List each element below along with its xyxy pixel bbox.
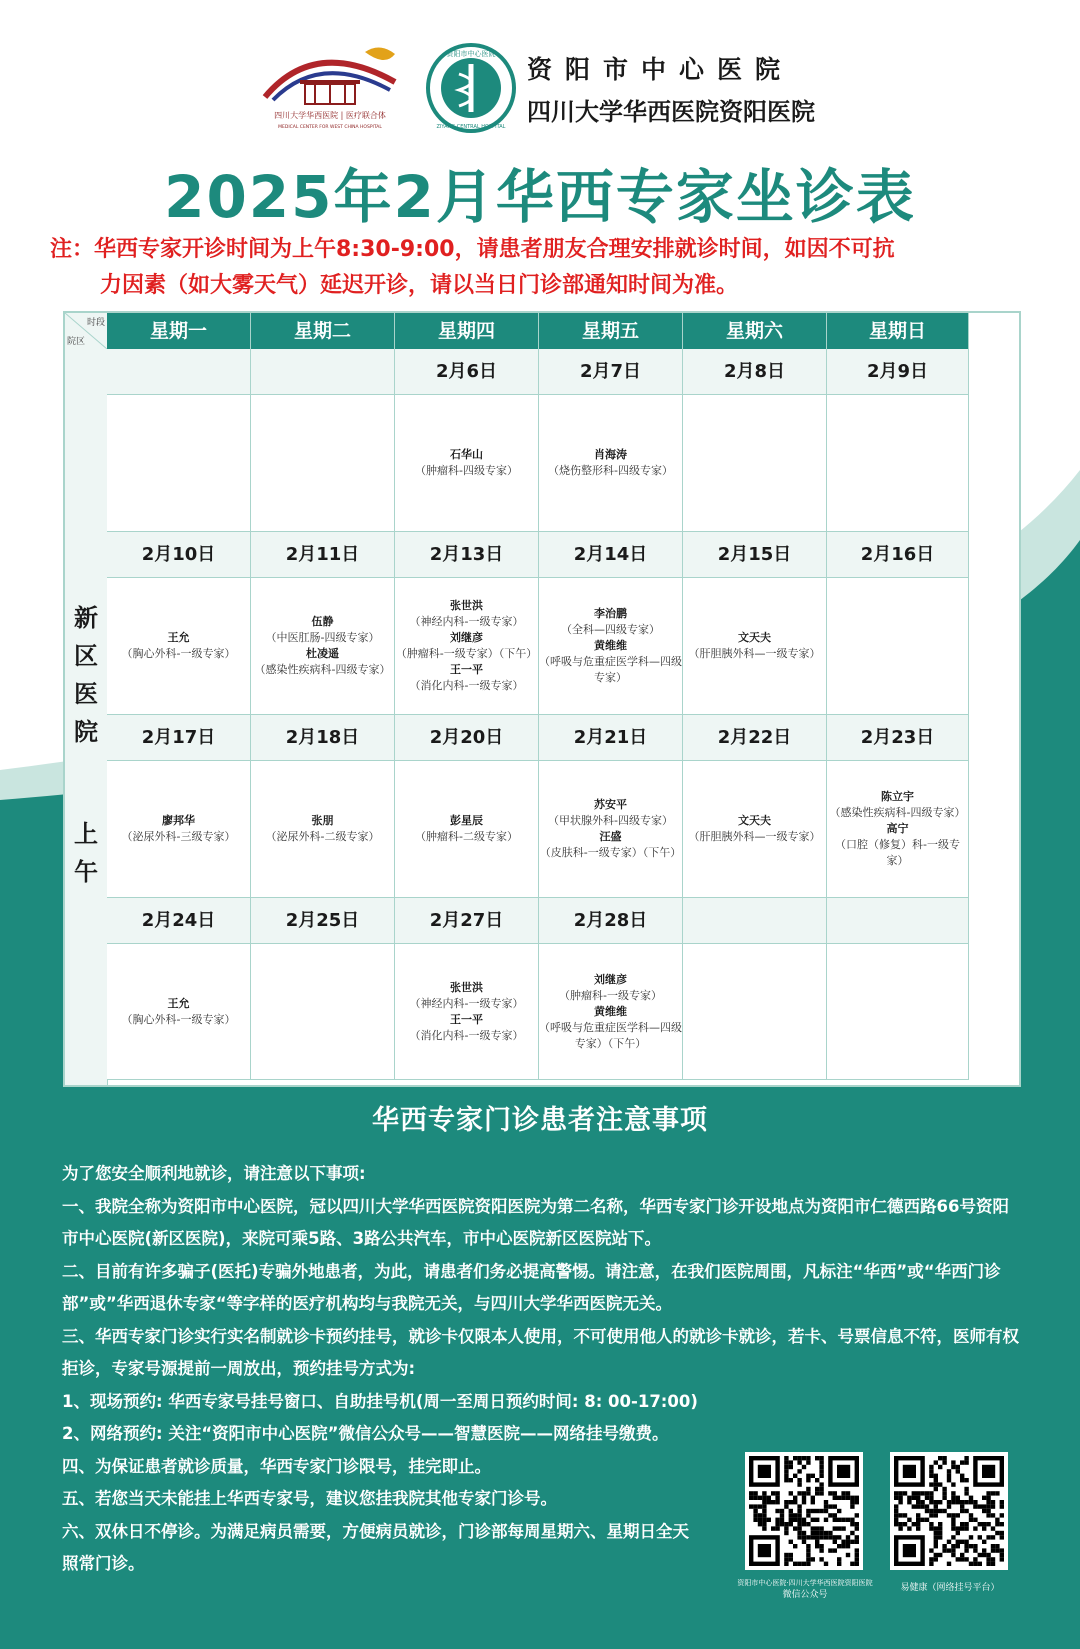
date-cell: 2月28日	[539, 898, 683, 944]
date-cell: 2月27日	[395, 898, 539, 944]
date-cell: 2月21日	[539, 715, 683, 761]
table-corner	[65, 313, 108, 350]
schedule-cell	[107, 395, 251, 532]
date-cell: 2月17日	[107, 715, 251, 761]
doctor-department: （肝胆胰外科—一级专家）	[688, 647, 821, 660]
schedule-cell	[251, 944, 395, 1080]
notes-item-3b: 2、网络预约: 关注“资阳市中心医院”微信公众号——智慧医院——网络挂号缴费。	[62, 1424, 669, 1443]
doctor-name: 王允	[167, 996, 190, 1010]
wechat-qr-caption	[725, 1577, 885, 1601]
hospital-alias: 四川大学华西医院资阳医院	[527, 98, 815, 126]
doctor-department: （感染性疾病科-四级专家）	[254, 663, 391, 676]
doctor-department: （消化内科-一级专家）	[409, 679, 524, 692]
schedule-cell	[539, 395, 683, 532]
doctor-department: （呼吸与危重症医学科—四级专家）（下午）	[539, 1020, 682, 1050]
schedule-cell	[683, 761, 827, 898]
doctor-department: （中医肛肠-四级专家）	[265, 631, 380, 644]
notes-item-3a: 1、现场预约: 华西专家号挂号窗口、自助挂号机(周一至周日预约时间: 8: 00-17:00)	[62, 1391, 698, 1411]
campus-label: 新 区 医 院	[74, 604, 98, 746]
date-cell	[107, 349, 251, 395]
schedule-cell	[251, 578, 395, 715]
schedule-cell	[107, 578, 251, 715]
date-cell: 2月22日	[683, 715, 827, 761]
doctor-name: 黄维维	[594, 1004, 627, 1018]
doctor-department: （感染性疾病科-四级专家）	[829, 806, 966, 819]
date-cell: 2月20日	[395, 715, 539, 761]
date-cell: 2月13日	[395, 532, 539, 578]
date-cell	[827, 898, 969, 944]
date-cell	[251, 349, 395, 395]
day-header: 星期四	[395, 313, 539, 349]
west-china-alliance-logo	[255, 42, 405, 132]
date-cell: 2月7日	[539, 349, 683, 395]
date-cell: 2月9日	[827, 349, 969, 395]
doctor-department: （泌尿外科-三级专家）	[121, 830, 236, 843]
doctor-department: （神经内科-一级专家）	[409, 615, 524, 628]
notes-item-5: 五、若您当天未能挂上华西专家号，建议您挂我院其他专家门诊号。	[62, 1489, 557, 1508]
schedule-cell	[107, 944, 251, 1080]
doctor-department: （烧伤整形科-四级专家）	[548, 464, 673, 477]
notes-section	[62, 1158, 1022, 1581]
day-header: 星期六	[683, 313, 827, 349]
doctor-department: （肿瘤科-二级专家）	[415, 830, 518, 843]
notes-item-6: 六、双休日不停诊。为满足病员需要，方便病员就诊，门诊部每周星期六、星期日全天照常门诊。	[62, 1521, 689, 1573]
schedule-cell	[539, 578, 683, 715]
doctor-department: （全科—四级专家）	[561, 623, 660, 636]
doctor-name: 张世洪	[450, 599, 483, 612]
day-header: 星期日	[827, 313, 969, 349]
schedule-cell	[539, 761, 683, 898]
doctor-department: （胸心外科-一级专家）	[121, 1012, 236, 1026]
doctor-name: 杜凌遥	[306, 647, 339, 660]
doctor-department: （肿瘤科-四级专家）	[415, 464, 518, 477]
day-header: 星期五	[539, 313, 683, 349]
notice-line-1: 注：华西专家开诊时间为上午8:30-9:00，请患者朋友合理安排就诊时间，如因不可抗	[50, 237, 895, 262]
day-header: 星期一	[107, 313, 251, 349]
notes-item-1: 一、我院全称为资阳市中心医院，冠以四川大学华西医院资阳医院为第二名称，华西专家门诊开设地点为资阳市仁德西路66号资阳市中心医院(新区医院)，来院可乘5路、3路公共汽车，市中心医院新区医院站下。	[62, 1196, 1009, 1248]
doctor-name: 彭星辰	[450, 814, 483, 827]
date-cell: 2月8日	[683, 349, 827, 395]
schedule-cell	[395, 761, 539, 898]
schedule-cell	[539, 944, 683, 1080]
doctor-department: （胸心外科-一级专家）	[121, 647, 236, 660]
date-cell: 2月25日	[251, 898, 395, 944]
doctor-name: 陈立宇	[881, 790, 914, 803]
doctor-name: 廖邦华	[162, 814, 195, 827]
doctor-department: （肿瘤科-一级专家）	[559, 988, 662, 1002]
doctor-name: 张世洪	[450, 980, 483, 994]
doctor-department: （甲状腺外科-四级专家）	[548, 814, 673, 827]
doctor-name: 肖海涛	[594, 448, 627, 461]
schedule-cell	[683, 944, 827, 1080]
doctor-department: （呼吸与危重症医学科—四级专家）	[539, 655, 682, 684]
date-cell: 2月10日	[107, 532, 251, 578]
header-logos	[255, 42, 855, 142]
wechat-qr-code[interactable]	[745, 1452, 863, 1570]
wechat-qr-caption-line1: 资阳市中心医院·四川大学华西医院资阳医院	[737, 1579, 873, 1587]
schedule-cell	[827, 395, 969, 532]
notes-item-2: 二、目前有许多骗子(医托)专骗外地患者，为此，请患者们务必提高警惕。请注意，在我们医院周围，凡标注“华西”或“华西门诊部”或”华西退休专家“等字样的医疗机构均与我院无关，与四川大学华西医院无关。	[62, 1261, 1001, 1313]
doctor-name: 黄维维	[594, 639, 627, 652]
doctor-name: 汪盛	[599, 830, 622, 843]
corner-campus-label: 院区	[67, 337, 86, 347]
doctor-department: （肝胆胰外科—一级专家）	[688, 830, 821, 843]
logo1-caption: 四川大学华西医院 | 医疗联合体	[274, 111, 386, 120]
date-cell: 2月14日	[539, 532, 683, 578]
logo1-subcaption: MEDICAL CENTER FOR WEST CHINA HOSPITAL	[278, 125, 382, 130]
schedule-cell	[251, 761, 395, 898]
doctor-name: 王允	[167, 631, 190, 644]
yijiankang-qr-code[interactable]	[890, 1452, 1008, 1570]
doctor-department: （泌尿外科-二级专家）	[265, 830, 380, 843]
corner-period-label: 时段	[86, 318, 105, 328]
doctor-department: （口腔（修复）科-一级专家）	[835, 838, 960, 867]
opening-time-notice	[50, 232, 1030, 304]
schedule-cell	[395, 578, 539, 715]
doctor-name: 李治鹏	[594, 607, 627, 620]
doctor-name: 张朋	[311, 814, 334, 827]
doctor-department: （皮肤科-一级专家）（下午）	[539, 846, 682, 859]
schedule-cell	[395, 395, 539, 532]
schedule-cell	[395, 944, 539, 1080]
date-cell: 2月16日	[827, 532, 969, 578]
date-cell: 2月6日	[395, 349, 539, 395]
date-cell: 2月15日	[683, 532, 827, 578]
period-label: 上 午	[74, 820, 98, 886]
page-title: 2025年2月华西专家坐诊表	[164, 163, 916, 231]
doctor-department: （消化内科-一级专家）	[409, 1028, 524, 1042]
doctor-name: 刘继彦	[450, 631, 483, 644]
doctor-department: （肿瘤科-一级专家）（下午）	[395, 647, 538, 660]
day-header: 星期二	[251, 313, 395, 349]
notice-line-2: 力因素（如大雾天气）延迟开诊，请以当日门诊部通知时间为准。	[100, 273, 739, 298]
ziyang-hospital-emblem	[425, 42, 517, 134]
doctor-name: 伍静	[311, 615, 334, 628]
yijiankang-qr-caption: 易健康（网络挂号平台）	[900, 1583, 1000, 1593]
date-cell: 2月24日	[107, 898, 251, 944]
schedule-cell	[683, 578, 827, 715]
date-cell	[683, 898, 827, 944]
hospital-name: 资阳市中心医院	[527, 55, 794, 84]
wechat-qr-caption-line2: 微信公众号	[782, 1590, 828, 1600]
schedule-cell	[683, 395, 827, 532]
emblem-text: 资阳市中心医院	[446, 50, 496, 58]
doctor-name: 文天夫	[738, 631, 771, 644]
doctor-name: 王一平	[450, 1012, 483, 1026]
notes-title: 华西专家门诊患者注意事项	[372, 1105, 708, 1136]
schedule-cell	[827, 944, 969, 1080]
schedule-cell	[827, 761, 969, 898]
doctor-name: 文天夫	[738, 814, 771, 827]
schedule-table	[63, 311, 1021, 1087]
doctor-name: 苏安平	[594, 798, 627, 811]
emblem-subtext: ZIYANG CENTRAL HOSPITAL	[436, 124, 506, 130]
doctor-name: 刘继彦	[594, 972, 627, 986]
notes-intro: 为了您安全顺利地就诊，请注意以下事项:	[62, 1164, 366, 1183]
notes-item-4: 四、为保证患者就诊质量，华西专家门诊限号，挂完即止。	[62, 1456, 491, 1476]
date-cell: 2月11日	[251, 532, 395, 578]
doctor-department: （神经内科-一级专家）	[409, 996, 524, 1010]
schedule-cell	[107, 761, 251, 898]
notes-item-3: 三、华西专家门诊实行实名制就诊卡预约挂号，就诊卡仅限本人使用，不可使用他人的就诊卡就诊，若卡、号票信息不符，医师有权拒诊，专家号源提前一周放出，预约挂号方式为:	[62, 1326, 1019, 1378]
schedule-cell	[251, 395, 395, 532]
date-cell: 2月23日	[827, 715, 969, 761]
schedule-cell	[827, 578, 969, 715]
doctor-name: 王一平	[450, 663, 483, 676]
doctor-name: 高宁	[886, 822, 909, 835]
doctor-name: 石华山	[450, 448, 483, 461]
table-side-column	[65, 349, 108, 1085]
date-cell: 2月18日	[251, 715, 395, 761]
